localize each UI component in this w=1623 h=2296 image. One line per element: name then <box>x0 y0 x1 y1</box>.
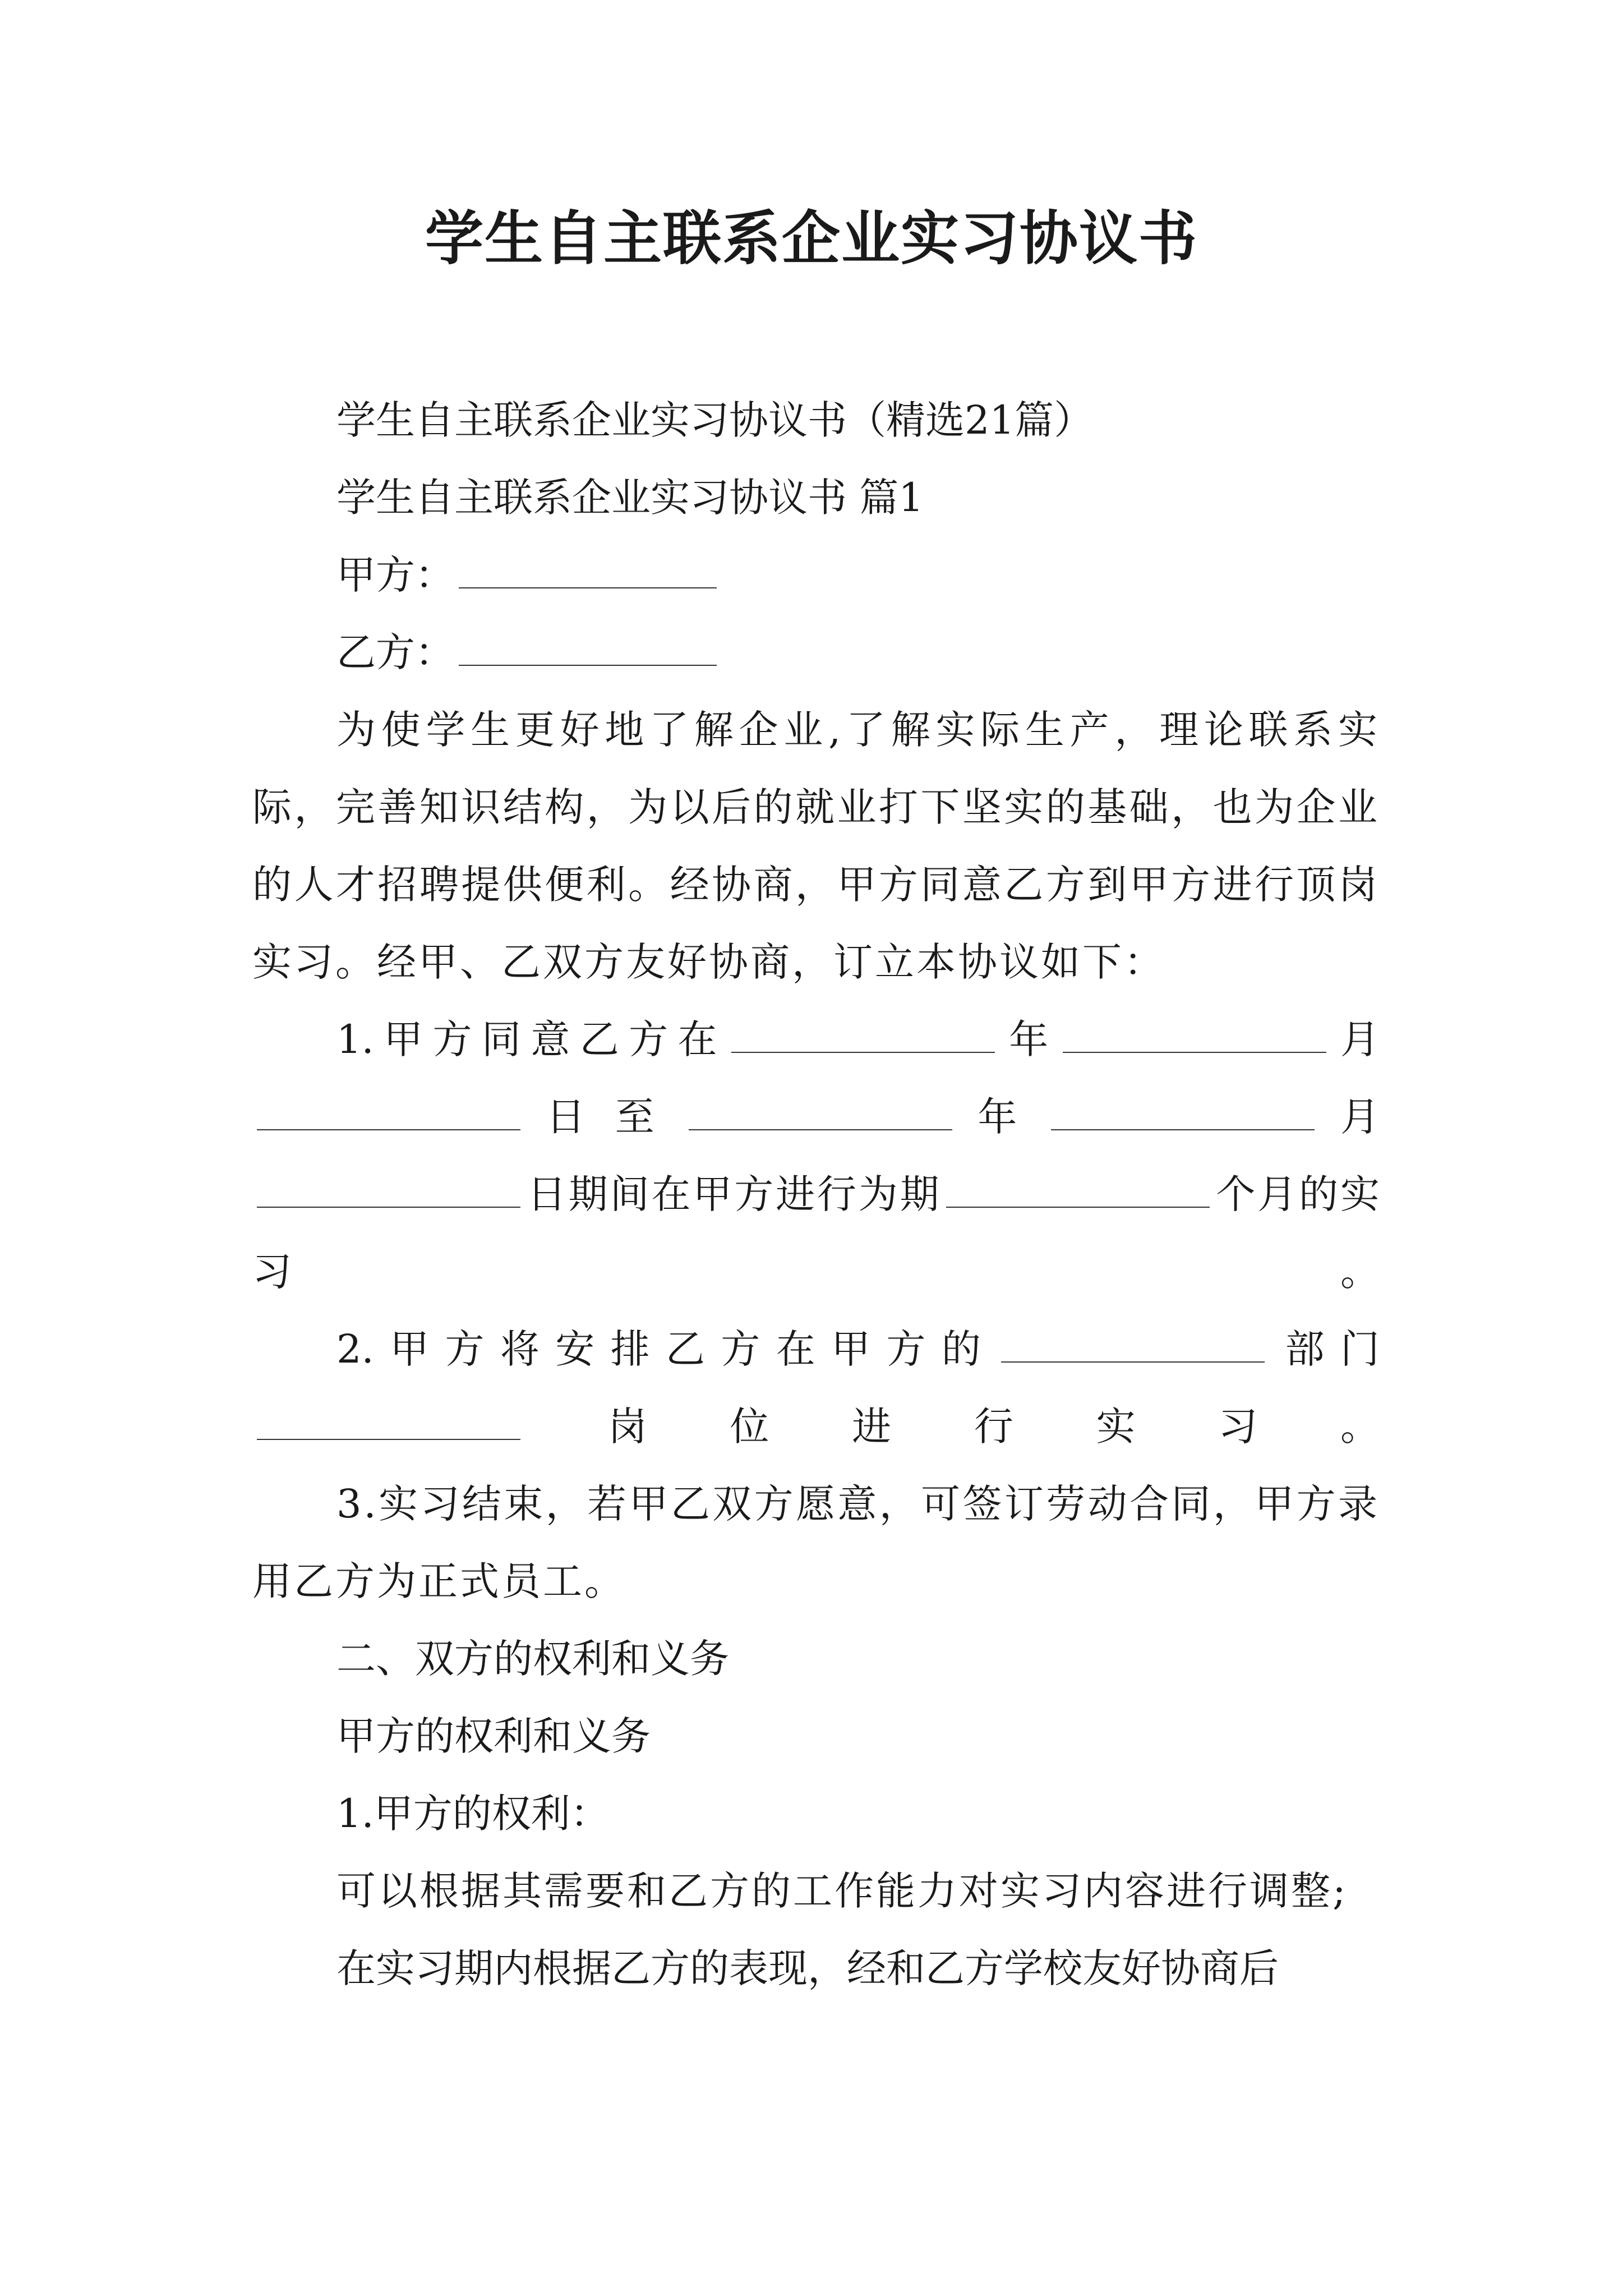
party-a-line <box>252 536 1380 614</box>
document-title: 学生自主联系企业实习协议书 <box>425 204 1198 273</box>
clause-1-blank-year2 <box>689 1096 952 1130</box>
clause-1-period-text: 日期间在甲方进行为期 <box>525 1171 942 1217</box>
clause-1-text: 1.甲方同意乙方在 <box>336 1016 727 1062</box>
document-body <box>252 381 1380 2007</box>
party-a-rights-heading: 甲方的权利和义务 <box>336 1713 651 1759</box>
rights-text-2: 在实习期内根据乙方的表现，经和乙方学校友好协商后 <box>336 1945 1279 1991</box>
rights-text-1: 可以根据其需要和乙方的工作能力对实习内容进行调整; <box>336 1868 1348 1914</box>
section-2-heading: 二、双方的权利和义务 <box>336 1636 729 1682</box>
clause-1-month2: 月 <box>1340 1094 1380 1140</box>
party-b-label: 乙方： <box>336 629 454 675</box>
document-subtitle: 学生自主联系企业实习协议书（精选21篇） <box>336 397 1094 443</box>
party-a-blank <box>459 554 717 588</box>
clause-1-blank-month2 <box>1051 1096 1315 1130</box>
clause-2-blank-post <box>257 1405 520 1440</box>
party-b-line <box>252 614 1380 691</box>
clause-1-month1: 月 <box>1330 1016 1380 1062</box>
clause-1-day1: 日 至 <box>546 1094 663 1140</box>
clause-2 <box>252 1310 1380 1465</box>
rights-item-1: 1.甲方的权利： <box>336 1791 610 1837</box>
party-a-label: 甲方： <box>336 552 454 598</box>
clause-2-dept: 部门 <box>1269 1326 1380 1372</box>
party-b-blank <box>459 631 717 666</box>
clause-1-year2: 年 <box>978 1094 1026 1140</box>
clause-1-blank-month1 <box>1063 1018 1326 1053</box>
clause-2-end-text: 岗位进行实习。 <box>525 1404 1380 1450</box>
clause-3: 3.实习结束，若甲乙双方愿意，可签订劳动合同，甲方录用乙方为正式员工。 <box>252 1481 1380 1604</box>
clause-1-blank-day2 <box>257 1173 520 1208</box>
clause-1-year1: 年 <box>999 1016 1058 1062</box>
clause-2-text: 2.甲方将安排乙方在甲方的 <box>336 1326 997 1372</box>
section-heading: 学生自主联系企业实习协议书 篇1 <box>336 475 924 521</box>
clause-1-blank-months <box>946 1173 1210 1208</box>
clause-1-blank-year1 <box>731 1018 995 1053</box>
clause-1 <box>252 1001 1380 1310</box>
clause-1-end-text: 个月的实习。 <box>252 1171 1380 1295</box>
clause-2-blank-dept <box>1001 1328 1265 1363</box>
clause-1-blank-day1 <box>257 1096 520 1130</box>
intro-paragraph: 为使学生更好地了解企业,了解实际生产，理论联系实际，完善知识结构，为以后的就业打下坚实的基础，也为企业的人才招聘提供便利。经协商，甲方同意乙方到甲方进行顶岗实习。经甲、乙双方友好协商，订立本协议如下： <box>252 707 1380 985</box>
